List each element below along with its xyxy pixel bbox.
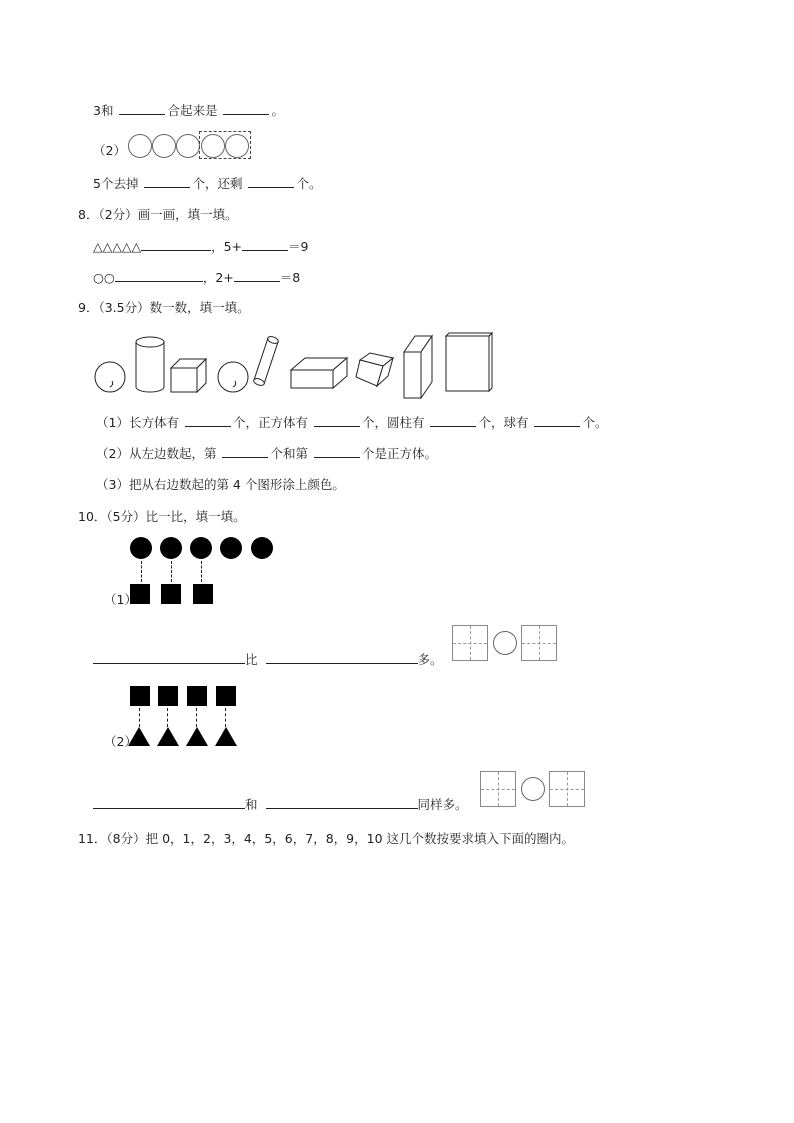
filled-triangle-icon [186, 727, 208, 746]
answer-blank[interactable] [185, 414, 231, 427]
filled-triangle-icon [215, 727, 237, 746]
filled-square-icon [193, 584, 213, 604]
cube-icon [171, 359, 206, 392]
dashed-connector [201, 561, 202, 582]
tianzige-box[interactable] [480, 771, 516, 807]
answer-blank[interactable] [93, 796, 245, 809]
filled-square-icon [161, 584, 181, 604]
q10-title: 10．（5分）比一比，填一填。 [78, 509, 246, 524]
cuboid-icon [291, 358, 347, 388]
circles-text: ○○ [93, 270, 115, 285]
dashed-connector [225, 708, 226, 727]
circle-icon [152, 134, 176, 158]
filled-square-icon [130, 686, 150, 706]
triangles-text: △△△△△ [93, 239, 142, 254]
circles-figure [128, 134, 253, 158]
answer-blank[interactable] [266, 796, 418, 809]
filled-circle-icon [130, 537, 152, 559]
circle-icon [128, 134, 152, 158]
filled-triangle-icon [157, 727, 179, 746]
q7-line2: 5个去掉 个，还剩 个。 [93, 176, 322, 191]
q10-part1-answer: 比 多。 [93, 651, 443, 668]
dashed-connector [139, 708, 140, 727]
circle-icon [176, 134, 200, 158]
filled-circle-icon [251, 537, 273, 559]
q9-sub3: （3）把从右边数起的第 4 个图形涂上颜色。 [96, 477, 345, 492]
tianzige-box[interactable] [521, 625, 557, 661]
sphere-icon [218, 362, 248, 392]
filled-square-icon [158, 686, 178, 706]
tianzige-box[interactable] [549, 771, 585, 807]
answer-blank[interactable] [266, 651, 418, 664]
answer-blank[interactable] [141, 238, 211, 251]
compare-circle[interactable] [493, 631, 517, 655]
answer-blank[interactable] [234, 269, 280, 282]
answer-blank[interactable] [430, 414, 476, 427]
answer-blank[interactable] [223, 102, 269, 115]
cuboid-icon [404, 336, 432, 398]
triangles-row [128, 727, 240, 747]
answer-blank[interactable] [93, 651, 245, 664]
q7-part2-label: （2） [93, 143, 126, 158]
solids-figure [90, 330, 500, 400]
q10-part2-answer: 和 同样多。 [93, 796, 468, 813]
cylinder-icon [136, 337, 164, 392]
answer-blank[interactable] [115, 269, 203, 282]
answer-blank[interactable] [242, 238, 288, 251]
q8-row2: ○○ ，2+ ＝8 [93, 270, 301, 285]
dashed-box [199, 131, 251, 159]
answer-blank[interactable] [222, 445, 268, 458]
q9-title: 9．（3.5分）数一数，填一填。 [78, 300, 250, 315]
cuboid-icon [446, 333, 492, 391]
cube-icon [356, 353, 393, 386]
answer-blank[interactable] [314, 414, 360, 427]
dashed-connector [196, 708, 197, 727]
dashed-connector [171, 561, 172, 582]
q11-title: 11．（8分）把 0，1，2，3，4，5，6，7，8，9，10 这几个数按要求填入下面的圈内。 [78, 831, 574, 846]
answer-blank[interactable] [144, 175, 190, 188]
answer-blank[interactable] [119, 102, 165, 115]
q9-sub2: （2）从左边数起，第 个和第 个是正方体。 [96, 446, 437, 461]
sphere-icon [95, 362, 125, 392]
answer-blank[interactable] [534, 414, 580, 427]
filled-circle-icon [160, 537, 182, 559]
q9-sub1: （1）长方体有 个，正方体有 个，圆柱有 个，球有 个。 [96, 415, 608, 430]
filled-circle-icon [220, 537, 242, 559]
filled-circle-icon [190, 537, 212, 559]
tianzige-box[interactable] [452, 625, 488, 661]
q10-part1-label: （1） [104, 592, 137, 607]
answer-blank[interactable] [314, 445, 360, 458]
dashed-connector [167, 708, 168, 727]
cylinder-icon [253, 335, 279, 386]
q8-title: 8．（2分）画一画，填一填。 [78, 207, 238, 222]
filled-square-icon [216, 686, 236, 706]
q7-line1: 3和 合起来是 。 [93, 103, 284, 118]
q8-row1: △△△△△ ，5+ ＝9 [93, 239, 309, 254]
compare-circle[interactable] [521, 777, 545, 801]
dashed-connector [141, 561, 142, 582]
q10-part2-label: （2） [104, 734, 137, 749]
filled-square-icon [187, 686, 207, 706]
answer-blank[interactable] [248, 175, 294, 188]
